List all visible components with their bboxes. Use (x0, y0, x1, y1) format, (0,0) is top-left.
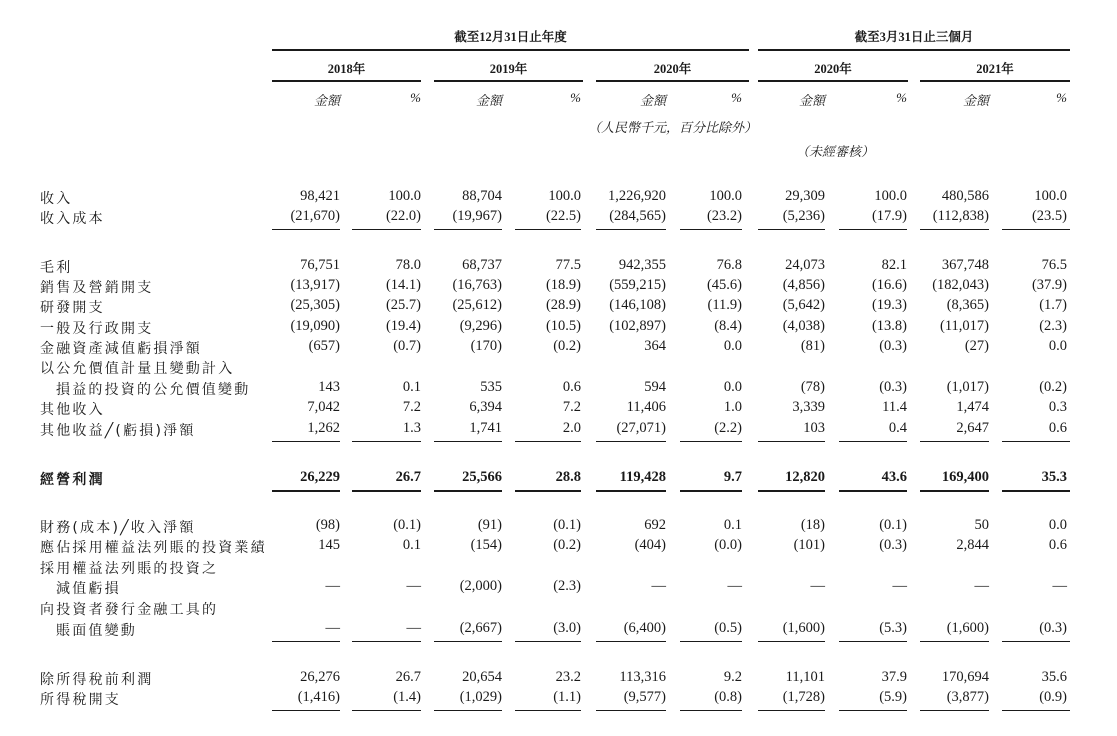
subtotal-rule (272, 641, 340, 642)
amount-cell: (98) (315, 517, 340, 533)
row-label: 其他收入 (40, 402, 105, 418)
annual-period-header: 截至12月31日止年度 (454, 30, 567, 44)
amount-cell: (1,017) (946, 379, 989, 395)
amount-cell: (4,038) (782, 318, 825, 334)
amount-cell: (559,215) (609, 277, 666, 293)
subtotal-rule (596, 641, 666, 642)
amount-cell: (112,838) (932, 208, 989, 224)
percent-cell: (22.5) (545, 208, 581, 224)
unaudited-note: （未經審核） (796, 144, 875, 159)
amount-cell: (1,728) (782, 689, 825, 705)
row-label: 經營利潤 (40, 472, 105, 488)
percent-cell: 0.0 (1048, 517, 1067, 533)
subtotal-rule (1002, 229, 1070, 230)
amount-cell: 3,339 (792, 399, 825, 415)
percent-cell: 26.7 (395, 469, 421, 485)
percent-cell: (2.3) (553, 578, 581, 594)
year-rule-2018 (272, 80, 421, 82)
percent-cell: 0.1 (402, 379, 421, 395)
amount-cell: (182,043) (932, 277, 989, 293)
subtotal-rule (758, 441, 825, 442)
year-rule-2020-q1 (758, 80, 908, 82)
percent-cell: 28.8 (555, 469, 581, 485)
amount-subheader: 金額 (475, 93, 502, 108)
subtotal-rule (680, 229, 742, 230)
percent-cell: (22.0) (385, 208, 421, 224)
subtotal-rule (352, 490, 421, 492)
percent-cell: 35.3 (1041, 469, 1067, 485)
percent-cell: (0.1) (879, 517, 907, 533)
row-label: 減值虧損 (56, 581, 121, 597)
amount-cell: (5,236) (782, 208, 825, 224)
amount-cell: 76,751 (300, 257, 340, 273)
amount-cell: 1,262 (307, 420, 340, 436)
amount-subheader: 金額 (798, 93, 825, 108)
amount-cell: (1,029) (459, 689, 502, 705)
amount-cell: (2,667) (459, 620, 502, 636)
subtotal-rule (434, 229, 502, 230)
subtotal-rule (1002, 710, 1070, 711)
amount-cell: (16,763) (452, 277, 502, 293)
percent-cell: 35.6 (1041, 669, 1067, 685)
percent-cell: — (1052, 578, 1067, 594)
percent-cell: 77.5 (555, 257, 581, 273)
percent-cell: (0.3) (1039, 620, 1067, 636)
percent-cell: (0.1) (393, 517, 421, 533)
amount-cell: (170) (470, 338, 502, 354)
row-label: 損益的投資的公允價值變動 (56, 382, 251, 398)
subtotal-rule (272, 710, 340, 711)
amount-cell: (19,090) (290, 318, 340, 334)
percent-cell: 0.6 (1048, 420, 1067, 436)
row-label: 其他收益╱(虧損)淨額 (40, 423, 196, 439)
amount-cell: 24,073 (785, 257, 825, 273)
percent-subheader: % (570, 90, 581, 105)
subtotal-rule (839, 441, 907, 442)
amount-cell: (25,612) (452, 297, 502, 313)
percent-cell: (1.1) (553, 689, 581, 705)
amount-cell: 11,101 (785, 669, 825, 685)
subtotal-rule (680, 490, 742, 492)
subtotal-rule (758, 641, 825, 642)
amount-cell: 1,226,920 (608, 188, 666, 204)
percent-cell: — (892, 578, 907, 594)
amount-cell: 6,394 (469, 399, 502, 415)
amount-cell: 480,586 (941, 188, 989, 204)
subtotal-rule (596, 490, 666, 492)
subtotal-rule (515, 710, 581, 711)
amount-cell: 20,654 (462, 669, 502, 685)
amount-cell: (1,416) (297, 689, 340, 705)
amount-cell: 7,042 (307, 399, 340, 415)
percent-cell: (19.4) (385, 318, 421, 334)
subtotal-rule (596, 441, 666, 442)
row-label: 收入成本 (40, 211, 105, 227)
percent-cell: 100.0 (548, 188, 581, 204)
percent-cell: (45.6) (706, 277, 742, 293)
subtotal-rule (839, 641, 907, 642)
percent-cell: 26.7 (395, 669, 421, 685)
amount-cell: (11,017) (940, 318, 989, 334)
amount-cell: (154) (470, 537, 502, 553)
row-label: 毛利 (40, 260, 73, 276)
year-header-2019: 2019年 (489, 62, 528, 76)
annual-header-rule (272, 49, 749, 51)
subtotal-rule (515, 441, 581, 442)
percent-cell: (37.9) (1031, 277, 1067, 293)
subtotal-rule (515, 229, 581, 230)
percent-cell: (0.2) (553, 537, 581, 553)
amount-cell: — (974, 578, 989, 594)
amount-cell: — (325, 578, 340, 594)
percent-cell: 23.2 (555, 669, 581, 685)
subtotal-rule (352, 441, 421, 442)
subtotal-rule (272, 229, 340, 230)
percent-cell: 43.6 (881, 469, 907, 485)
percent-cell: — (727, 578, 742, 594)
year-header-2018: 2018年 (327, 62, 366, 76)
percent-cell: (0.0) (714, 537, 742, 553)
subtotal-rule (920, 641, 989, 642)
row-label: 金融資產減值虧損淨額 (40, 341, 202, 357)
amount-cell: 1,741 (469, 420, 502, 436)
amount-cell: (78) (800, 379, 825, 395)
subtotal-rule (352, 710, 421, 711)
subtotal-rule (596, 710, 666, 711)
percent-cell: 11.4 (882, 399, 907, 415)
percent-cell: (25.7) (385, 297, 421, 313)
row-label: 銷售及營銷開支 (40, 280, 154, 296)
row-label: 一般及行政開支 (40, 321, 154, 337)
percent-cell: (13.8) (871, 318, 907, 334)
subtotal-rule (596, 229, 666, 230)
amount-cell: (91) (477, 517, 502, 533)
amount-cell: 26,276 (300, 669, 340, 685)
amount-cell: (9,296) (459, 318, 502, 334)
amount-cell: (3,877) (946, 689, 989, 705)
percent-cell: (1.7) (1039, 297, 1067, 313)
subtotal-rule (758, 229, 825, 230)
percent-cell: 0.0 (723, 379, 742, 395)
percent-cell: (16.6) (871, 277, 907, 293)
amount-cell: (657) (308, 338, 340, 354)
percent-cell: (10.5) (545, 318, 581, 334)
subtotal-rule (920, 441, 989, 442)
percent-cell: 100.0 (388, 188, 421, 204)
row-label: 向投資者發行金融工具的 (40, 602, 219, 618)
amount-cell: (404) (634, 537, 666, 553)
percent-cell: 100.0 (709, 188, 742, 204)
amount-cell: 594 (644, 379, 666, 395)
percent-cell: (23.2) (706, 208, 742, 224)
year-rule-2021-q1 (920, 80, 1070, 82)
percent-cell: 100.0 (874, 188, 907, 204)
amount-cell: (101) (793, 537, 825, 553)
amount-cell: 942,355 (618, 257, 666, 273)
amount-cell: 535 (480, 379, 502, 395)
subtotal-rule (515, 490, 581, 492)
subtotal-rule (1002, 490, 1070, 492)
row-label: 除所得稅前利潤 (40, 672, 154, 688)
subtotal-rule (272, 490, 340, 492)
amount-cell: 2,844 (956, 537, 989, 553)
percent-cell: (14.1) (385, 277, 421, 293)
row-label: 收入 (40, 191, 73, 207)
amount-cell: (5,642) (782, 297, 825, 313)
percent-cell: 7.2 (402, 399, 421, 415)
amount-cell: 145 (318, 537, 340, 553)
subtotal-rule (839, 490, 907, 492)
percent-cell: (28.9) (545, 297, 581, 313)
percent-cell: 37.9 (881, 669, 907, 685)
percent-cell: 100.0 (1034, 188, 1067, 204)
amount-subheader: 金額 (639, 93, 666, 108)
subtotal-rule (680, 441, 742, 442)
percent-cell: (3.0) (553, 620, 581, 636)
amount-cell: (81) (800, 338, 825, 354)
amount-cell: 26,229 (300, 469, 340, 485)
amount-cell: (21,670) (290, 208, 340, 224)
subtotal-rule (352, 641, 421, 642)
amount-cell: (27) (964, 338, 989, 354)
amount-cell: 29,309 (785, 188, 825, 204)
subtotal-rule (434, 441, 502, 442)
percent-cell: 0.0 (1048, 338, 1067, 354)
percent-cell: 0.3 (1048, 399, 1067, 415)
percent-cell: — (406, 620, 421, 636)
amount-cell: (13,917) (290, 277, 340, 293)
row-label: 財務(成本)╱收入淨額 (40, 520, 196, 536)
percent-cell: 2.0 (562, 420, 581, 436)
percent-cell: 7.2 (562, 399, 581, 415)
amount-cell: (1,600) (946, 620, 989, 636)
percent-subheader: % (896, 90, 907, 105)
subtotal-rule (434, 641, 502, 642)
percent-cell: (2.3) (1039, 318, 1067, 334)
amount-cell: 367,748 (941, 257, 989, 273)
percent-cell: 0.1 (402, 537, 421, 553)
percent-cell: 0.0 (723, 338, 742, 354)
percent-cell: (5.9) (879, 689, 907, 705)
amount-subheader: 金額 (962, 93, 989, 108)
amount-cell: 169,400 (941, 469, 989, 485)
amount-cell: (146,108) (609, 297, 666, 313)
percent-cell: 0.4 (888, 420, 907, 436)
percent-cell: (0.3) (879, 338, 907, 354)
amount-cell: 25,566 (462, 469, 502, 485)
percent-cell: (8.4) (714, 318, 742, 334)
subtotal-rule (1002, 441, 1070, 442)
quarter-period-header: 截至3月31日止三個月 (854, 30, 974, 44)
amount-cell: 11,406 (626, 399, 666, 415)
percent-cell: (0.8) (714, 689, 742, 705)
percent-cell: 78.0 (395, 257, 421, 273)
amount-cell: 98,421 (300, 188, 340, 204)
quarter-header-rule (758, 49, 1070, 51)
row-label: 賬面值變動 (56, 623, 137, 639)
amount-cell: (1,600) (782, 620, 825, 636)
subtotal-rule (272, 441, 340, 442)
year-rule-2019 (434, 80, 583, 82)
amount-cell: 50 (974, 517, 989, 533)
amount-cell: — (325, 620, 340, 636)
percent-cell: 9.7 (723, 469, 742, 485)
amount-cell: 692 (644, 517, 666, 533)
amount-cell: (9,577) (623, 689, 666, 705)
percent-cell: 76.8 (716, 257, 742, 273)
amount-cell: (19,967) (452, 208, 502, 224)
subtotal-rule (434, 710, 502, 711)
percent-cell: 76.5 (1041, 257, 1067, 273)
subtotal-rule (352, 229, 421, 230)
subtotal-rule (758, 710, 825, 711)
amount-cell: (8,365) (946, 297, 989, 313)
percent-cell: (19.3) (871, 297, 907, 313)
amount-cell: 12,820 (785, 469, 825, 485)
row-label: 採用權益法列賬的投資之 (40, 561, 219, 577)
row-label: 以公允價值計量且變動計入 (40, 361, 235, 377)
amount-subheader: 金額 (313, 93, 340, 108)
percent-cell: (0.3) (879, 379, 907, 395)
percent-cell: (0.5) (714, 620, 742, 636)
percent-cell: (11.9) (707, 297, 742, 313)
amount-cell: 119,428 (619, 469, 666, 485)
amount-cell: 88,704 (462, 188, 502, 204)
row-label: 所得稅開支 (40, 692, 121, 708)
amount-cell: (6,400) (623, 620, 666, 636)
row-label: 研發開支 (40, 300, 105, 316)
amount-cell: 143 (318, 379, 340, 395)
row-label: 應佔採用權益法列賬的投資業績 (40, 540, 267, 556)
subtotal-rule (434, 490, 502, 492)
percent-cell: (0.1) (553, 517, 581, 533)
percent-cell: 9.2 (723, 669, 742, 685)
amount-cell: 2,647 (956, 420, 989, 436)
percent-cell: 1.0 (723, 399, 742, 415)
amount-cell: 1,474 (956, 399, 989, 415)
percent-cell: (0.2) (1039, 379, 1067, 395)
percent-cell: (23.5) (1031, 208, 1067, 224)
amount-cell: 170,694 (941, 669, 989, 685)
year-header-2020: 2020年 (653, 62, 692, 76)
percent-cell: (0.2) (553, 338, 581, 354)
percent-cell: 1.3 (402, 420, 421, 436)
amount-cell: 68,737 (462, 257, 502, 273)
percent-cell: (5.3) (879, 620, 907, 636)
percent-subheader: % (1056, 90, 1067, 105)
subtotal-rule (680, 710, 742, 711)
currency-note: （人民幣千元，百分比除外） (588, 120, 758, 135)
percent-cell: — (406, 578, 421, 594)
percent-subheader: % (731, 90, 742, 105)
percent-cell: (2.2) (714, 420, 742, 436)
percent-cell: (0.3) (879, 537, 907, 553)
amount-cell: 113,316 (619, 669, 666, 685)
amount-cell: (18) (800, 517, 825, 533)
subtotal-rule (839, 229, 907, 230)
amount-cell: (25,305) (290, 297, 340, 313)
year-rule-2020 (596, 80, 749, 82)
subtotal-rule (680, 641, 742, 642)
percent-cell: (1.4) (393, 689, 421, 705)
amount-cell: — (651, 578, 666, 594)
amount-cell: (27,071) (616, 420, 666, 436)
amount-cell: (284,565) (609, 208, 666, 224)
percent-cell: (18.9) (545, 277, 581, 293)
subtotal-rule (1002, 641, 1070, 642)
percent-cell: 0.6 (1048, 537, 1067, 553)
subtotal-rule (839, 710, 907, 711)
subtotal-rule (920, 229, 989, 230)
year-header-2021-q1: 2021年 (976, 62, 1014, 76)
amount-cell: 103 (803, 420, 825, 436)
subtotal-rule (758, 490, 825, 492)
amount-cell: (2,000) (459, 578, 502, 594)
percent-cell: 0.6 (562, 379, 581, 395)
percent-cell: (0.7) (393, 338, 421, 354)
percent-subheader: % (410, 90, 421, 105)
percent-cell: 82.1 (881, 257, 907, 273)
amount-cell: (102,897) (609, 318, 666, 334)
year-header-2020-q1: 2020年 (814, 62, 852, 76)
amount-cell: (4,856) (782, 277, 825, 293)
amount-cell: 364 (644, 338, 666, 354)
percent-cell: (0.9) (1039, 689, 1067, 705)
percent-cell: 0.1 (723, 517, 742, 533)
percent-cell: (17.9) (871, 208, 907, 224)
amount-cell: — (810, 578, 825, 594)
subtotal-rule (920, 710, 989, 711)
subtotal-rule (515, 641, 581, 642)
subtotal-rule (920, 490, 989, 492)
